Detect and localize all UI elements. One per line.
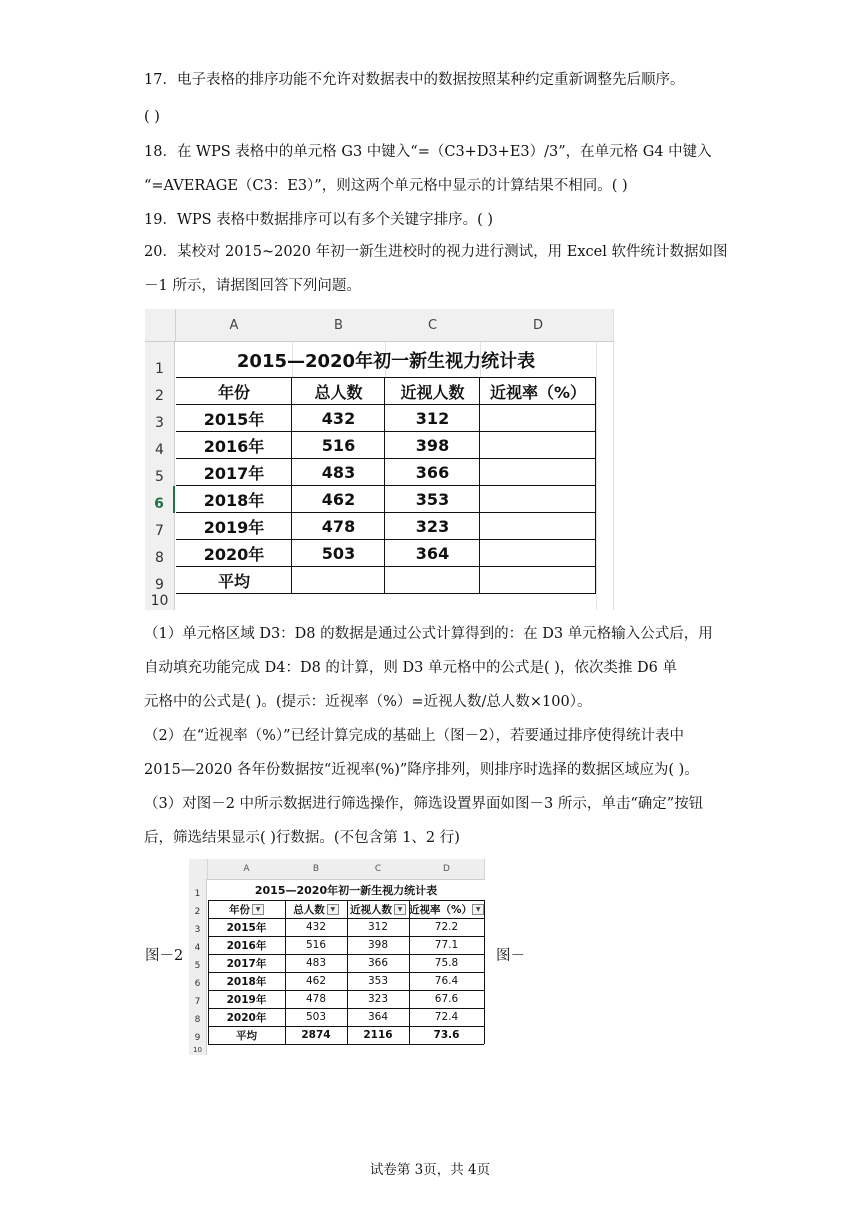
sheet1-col-header: C bbox=[385, 309, 481, 342]
sheet1-row-header: 3 bbox=[145, 405, 175, 432]
sub1-line3: 元格中的公式是( )。(提示：近视率（%）=近视人数/总人数×100）。 bbox=[144, 694, 592, 710]
sheet2-title: 2015—2020年初一新生视力统计表 bbox=[254, 883, 438, 897]
sheet1-cell: 2016年 bbox=[203, 437, 265, 456]
sheet1-col-header: B bbox=[292, 309, 386, 342]
sheet1-corner bbox=[145, 309, 176, 342]
figure-3-label: 图－ bbox=[496, 948, 525, 964]
sheet2-cell: 77.1 bbox=[434, 939, 459, 951]
sheet2-cell: 2020年 bbox=[226, 1011, 267, 1024]
sheet1-row-header: 9 bbox=[145, 567, 175, 594]
sheet2-header-label: 近视人数 bbox=[350, 903, 392, 916]
sheet2-col-header: B bbox=[285, 859, 348, 880]
sheet2-cell: 2016年 bbox=[226, 939, 267, 952]
sub3-line1: （3）对图－2 中所示数据进行筛选操作，筛选设置界面如图－3 所示，单击“确定”按钮 bbox=[144, 796, 704, 812]
sheet2-cell: 2015年 bbox=[226, 921, 267, 934]
sheet2-cell: 323 bbox=[367, 993, 389, 1005]
filter-dropdown-icon[interactable]: ▼ bbox=[472, 904, 484, 915]
sheet1-cell: 312 bbox=[415, 409, 450, 428]
sheet2-corner bbox=[189, 859, 208, 880]
sheet2-col-header: D bbox=[409, 859, 485, 880]
sheet1-cell: 323 bbox=[415, 517, 450, 536]
sheet2-cell: 398 bbox=[367, 939, 389, 951]
sheet2-header-cell bbox=[285, 900, 347, 918]
sheet2-cell: 75.8 bbox=[434, 957, 459, 969]
sheet1-cell: 2017年 bbox=[203, 464, 265, 483]
sheet2-row-header: 1 bbox=[189, 879, 207, 900]
sheet2-header-cell bbox=[409, 900, 484, 918]
sheet2-header-label: 总人数 bbox=[293, 903, 325, 916]
sheet2-header-label: 近视率（%） bbox=[409, 903, 473, 916]
sheet2-cell: 364 bbox=[367, 1011, 389, 1023]
sheet2-cell: 73.6 bbox=[433, 1029, 460, 1041]
sheet2-row-header: 10 bbox=[189, 1044, 207, 1055]
q19-text: 19．WPS 表格中数据排序可以有多个关键字排序。( ) bbox=[144, 212, 494, 228]
sheet2-col-header: C bbox=[347, 859, 410, 880]
sheet1-header-cell: 总人数 bbox=[314, 383, 363, 402]
filter-dropdown-icon[interactable]: ▼ bbox=[327, 904, 339, 915]
sheet1-cell: 2019年 bbox=[203, 518, 265, 537]
figure-2-label: 图－2 bbox=[145, 948, 184, 964]
sub2-line1: （2）在“近视率（%）”已经计算完成的基础上（图－2），若要通过排序使得统计表中 bbox=[144, 728, 685, 744]
sheet2-cell: 2019年 bbox=[226, 993, 267, 1006]
sheet1-cell: 364 bbox=[415, 544, 450, 563]
sheet2-header-label: 年份 bbox=[229, 903, 250, 916]
sheet2-cell: 478 bbox=[305, 993, 327, 1005]
sheet1-cell: 2018年 bbox=[203, 491, 265, 510]
sheet2-row-header: 2 bbox=[189, 900, 207, 918]
sheet2-row-header: 6 bbox=[189, 972, 207, 990]
sheet2-cell: 366 bbox=[367, 957, 389, 969]
sheet1-cell: 503 bbox=[321, 544, 356, 563]
sheet1-row-header: 10 bbox=[145, 594, 175, 610]
sheet2-cell: 503 bbox=[305, 1011, 327, 1023]
sheet2-header-cell bbox=[208, 900, 285, 918]
sheet1-row-header: 2 bbox=[145, 378, 175, 405]
sheet2-cell: 312 bbox=[367, 921, 389, 933]
sheet1-row-header: 7 bbox=[145, 513, 175, 540]
sheet2-col-header: A bbox=[208, 859, 286, 880]
sheet1-cell: 483 bbox=[321, 463, 356, 482]
sheet1-cell: 432 bbox=[321, 409, 356, 428]
sheet1-cell-average: 平均 bbox=[217, 572, 250, 591]
sheet2-row-header: 5 bbox=[189, 954, 207, 972]
sub2-line2: 2015—2020 各年份数据按“近视率(%)”降序排列，则排序时选择的数据区域应为( )。 bbox=[144, 762, 699, 778]
sheet2-row-header: 7 bbox=[189, 990, 207, 1008]
sheet2-row-header: 9 bbox=[189, 1026, 207, 1044]
sheet2-cell: 72.4 bbox=[434, 1011, 459, 1023]
sheet2-cell: 2018年 bbox=[226, 975, 267, 988]
sheet1-col-header-blank bbox=[596, 309, 613, 342]
sheet1-title: 2015—2020年初一新生视力统计表 bbox=[236, 351, 536, 372]
page-footer: 试卷第 3页，共 4页 bbox=[369, 1162, 491, 1178]
sheet1-header-cell: 近视人数 bbox=[400, 383, 465, 402]
sheet1-cell: 478 bbox=[321, 517, 356, 536]
sheet1-cell: 2015年 bbox=[203, 410, 265, 429]
sheet2-cell: 72.2 bbox=[434, 921, 459, 933]
sheet2-cell: 2116 bbox=[363, 1029, 393, 1041]
sheet2-cell: 平均 bbox=[236, 1029, 257, 1042]
sub1-line2: 自动填充功能完成 D4：D8 的计算，则 D3 单元格中的公式是( )，依次类推 D6 单 bbox=[144, 660, 677, 676]
sheet2-cell: 432 bbox=[305, 921, 327, 933]
sub1-line1: （1）单元格区域 D3：D8 的数据是通过公式计算得到的：在 D3 单元格输入公式后，用 bbox=[144, 626, 713, 642]
sheet2-row-header: 3 bbox=[189, 918, 207, 936]
q20-line1: 20．某校对 2015~2020 年初一新生进校时的视力进行测试，用 Excel 软件统计数据如图 bbox=[144, 244, 728, 260]
sheet2-cell: 67.6 bbox=[434, 993, 459, 1005]
q18-line1: 18．在 WPS 表格中的单元格 G3 中键入“=（C3+D3+E3）/3”，在单元格 G4 中键入 bbox=[144, 144, 712, 160]
q17-line2: ( ) bbox=[144, 109, 160, 125]
filter-dropdown-icon[interactable]: ▼ bbox=[252, 904, 264, 915]
sheet1-cell: 353 bbox=[415, 490, 450, 509]
q17-line1: 17．电子表格的排序功能不允许对数据表中的数据按照某种约定重新调整先后顺序。 bbox=[144, 72, 685, 88]
sheet1-cell: 462 bbox=[321, 490, 356, 509]
sheet1-cell: 366 bbox=[415, 463, 450, 482]
spreadsheet-figure-2 bbox=[189, 859, 485, 1055]
q20-line2: －1 所示，请据图回答下列问题。 bbox=[144, 278, 361, 294]
sheet1-cell: 2020年 bbox=[203, 545, 265, 564]
sheet1-row-header: 5 bbox=[145, 459, 175, 486]
sheet1-header-cell: 年份 bbox=[217, 383, 250, 402]
spreadsheet-figure-1 bbox=[145, 309, 614, 610]
sheet2-cell: 2874 bbox=[301, 1029, 331, 1041]
sheet1-row-header: 1 bbox=[145, 342, 175, 378]
sheet1-col-header: D bbox=[480, 309, 597, 342]
sheet2-header-cell bbox=[347, 900, 409, 918]
sheet2-cell: 483 bbox=[305, 957, 327, 969]
sheet1-cell: 516 bbox=[321, 436, 356, 455]
filter-dropdown-icon[interactable]: ▼ bbox=[394, 904, 406, 915]
sheet2-row-header: 8 bbox=[189, 1008, 207, 1026]
sub3-line2: 后，筛选结果显示( )行数据。(不包含第 1、2 行) bbox=[144, 830, 460, 846]
q18-line2: “=AVERAGE（C3：E3）”，则这两个单元格中显示的计算结果不相同。( ) bbox=[144, 178, 628, 194]
sheet1-row-header: 4 bbox=[145, 432, 175, 459]
sheet1-row-header: 8 bbox=[145, 540, 175, 567]
sheet2-cell: 2017年 bbox=[226, 957, 267, 970]
sheet2-row-header: 4 bbox=[189, 936, 207, 954]
sheet2-cell: 353 bbox=[367, 975, 389, 987]
sheet1-cell: 398 bbox=[415, 436, 450, 455]
sheet1-header-cell: 近视率（%） bbox=[489, 383, 587, 402]
sheet1-row-header-selected: 6 bbox=[145, 486, 175, 513]
sheet2-cell: 516 bbox=[305, 939, 327, 951]
sheet2-cell: 462 bbox=[305, 975, 327, 987]
sheet1-col-header: A bbox=[176, 309, 293, 342]
sheet2-cell: 76.4 bbox=[434, 975, 459, 987]
